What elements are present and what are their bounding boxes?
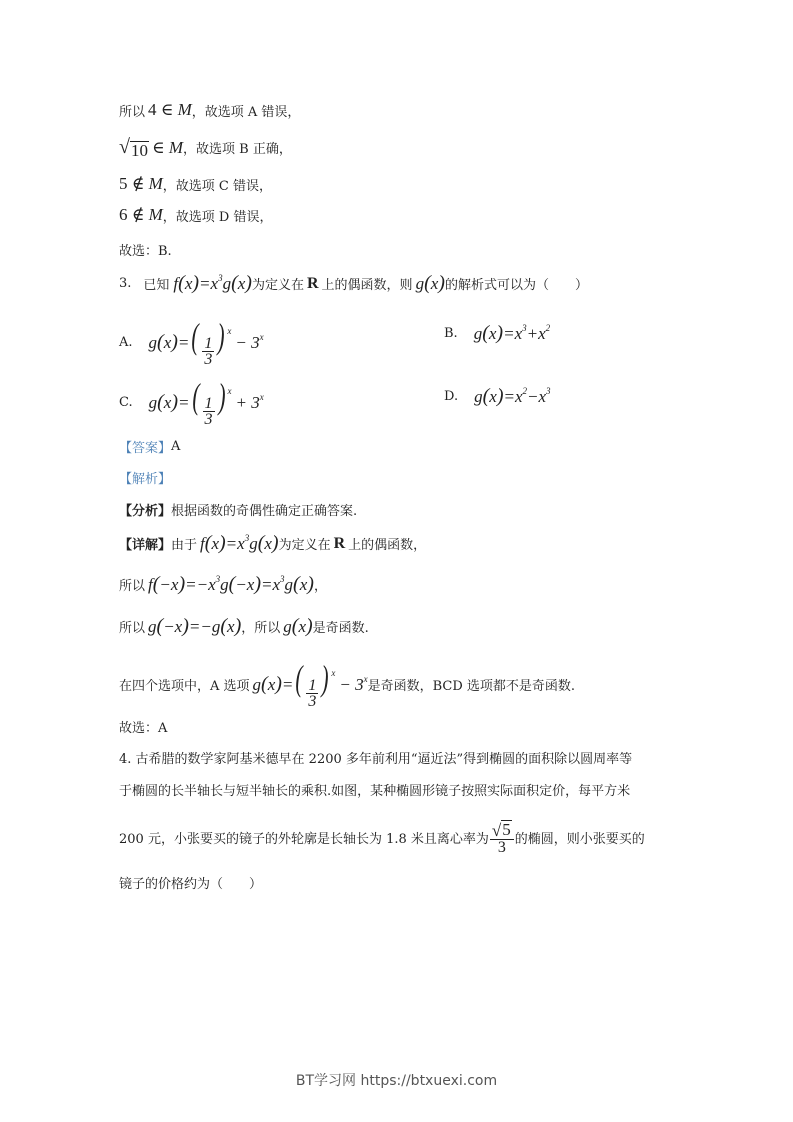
question-4-line-2	[119, 780, 630, 799]
text: 上的偶函数，	[348, 538, 427, 553]
option-a-expr: g(x)=( $\frac{1}{3}$ ) $^x- 3^x$	[148, 316, 264, 368]
question-4-line-1	[119, 748, 632, 767]
math-6-notin-M: 6 ∉ M	[119, 205, 163, 224]
text: 上的偶函数，则	[321, 278, 413, 293]
option-d	[444, 385, 551, 408]
option-b	[444, 322, 550, 345]
math-gx: g(x)	[415, 272, 445, 294]
fraction-sqrt5-over-3: √ 5 3	[490, 820, 514, 855]
text: 200 元，小张要买的镜子的外轮廓是长轴长为 1.8 米且离心率为	[119, 832, 489, 847]
text: 4. 古希腊的数学家阿基米德早在 2200 多年前利用“逼近法”得到椭圆的面积除以圆周率等	[119, 752, 633, 767]
math-g-neg-x: g(−x)=−g(x)	[148, 615, 242, 637]
step-2	[119, 615, 369, 638]
option-label: A.	[119, 335, 133, 350]
real-set-R: R	[333, 534, 346, 552]
analysis-heading	[119, 468, 171, 487]
answer-line	[119, 437, 180, 456]
step-3	[119, 660, 575, 709]
text: ，	[313, 579, 327, 594]
fenxi-line	[119, 500, 357, 519]
option-label: D.	[444, 389, 459, 404]
text: 的解析式可以为（ ）	[444, 278, 588, 293]
fenxi-tag: 【分析】	[119, 504, 172, 519]
math-in-M: ∈ M	[151, 137, 183, 157]
question-3-stem	[119, 272, 588, 295]
solution-line-4	[119, 205, 272, 225]
text: ，故选项 A 错误，	[191, 104, 301, 120]
option-a	[119, 318, 264, 367]
text: 镜子的价格约为（ ）	[119, 877, 263, 892]
option-b-expr: $g(x)=x^3+x^2$	[473, 322, 551, 344]
answer-tag: 【答案】	[119, 441, 172, 456]
text: 故选：B.	[119, 244, 172, 259]
real-set-R: R	[306, 274, 319, 292]
text: ，故选项 C 错误，	[162, 178, 272, 194]
sqrt-10: √ 10	[119, 136, 148, 160]
solution-line-3	[119, 174, 272, 194]
solution-line-1	[119, 100, 300, 120]
text: 已知	[143, 278, 170, 293]
option-c	[119, 378, 264, 427]
math-option-a-expr: g(x)=( $\frac{1}{3}$ ) $^x- 3^x$	[252, 658, 368, 710]
option-label: C.	[119, 395, 133, 410]
text: 所以	[119, 621, 146, 636]
text: 所以	[119, 104, 146, 120]
math-4-in-M: 4 ∈ M	[148, 100, 192, 119]
xiangjie-tag: 【详解】	[119, 538, 172, 553]
math-gx: g(x)	[283, 615, 313, 637]
text: 所以	[119, 579, 146, 594]
footer-watermark: BT学习网 https://btxuexi.com	[295, 1073, 498, 1089]
text: 的椭圆，则小张要买的	[514, 832, 645, 847]
math-f-neg-x: $f(-x)=-x^3g(-x)=x^3g(x)$	[148, 573, 314, 595]
solution-conclusion-b	[119, 240, 172, 259]
text: 是奇函数，BCD 选项都不是奇函数.	[367, 679, 576, 694]
math-f-def: $f(x)=x^3g(x)$	[173, 272, 252, 294]
fenxi-text: 根据函数的奇偶性确定正确答案.	[171, 504, 358, 519]
text: 由于	[171, 538, 198, 553]
text: ，所以	[241, 621, 281, 636]
question-4-line-4	[119, 873, 262, 892]
text: 故选：A	[119, 721, 168, 736]
option-d-expr: $g(x)=x^2-x^3$	[474, 385, 551, 407]
math-5-notin-M: 5 ∉ M	[119, 174, 163, 193]
step-1	[119, 573, 327, 596]
answer-value: A	[171, 439, 181, 454]
question-number: 3.	[119, 276, 132, 291]
text: 为定义在	[251, 278, 304, 293]
option-c-expr: g(x)=( $\frac{1}{3}$ ) $^x+ 3^x$	[148, 376, 264, 428]
text: ，故选项 D 错误，	[162, 209, 273, 225]
text: 为定义在	[278, 538, 331, 553]
xiangjie-line	[119, 532, 426, 555]
text: ，故选项 B 正确，	[183, 142, 292, 157]
text: 于椭圆的长半轴长与短半轴长的乘积.如图，某种椭圆形镜子按照实际面积定价，每平方米	[119, 784, 631, 799]
option-label: B.	[444, 326, 458, 341]
conclusion-a	[119, 717, 167, 736]
math-f-def: $f(x)=x^3g(x)$	[200, 532, 279, 554]
text: 是奇函数.	[312, 621, 369, 636]
text: 在四个选项中，A 选项	[119, 679, 250, 694]
solution-line-2	[119, 136, 292, 159]
question-4-line-3	[119, 820, 645, 855]
analysis-tag: 【解析】	[119, 472, 172, 487]
